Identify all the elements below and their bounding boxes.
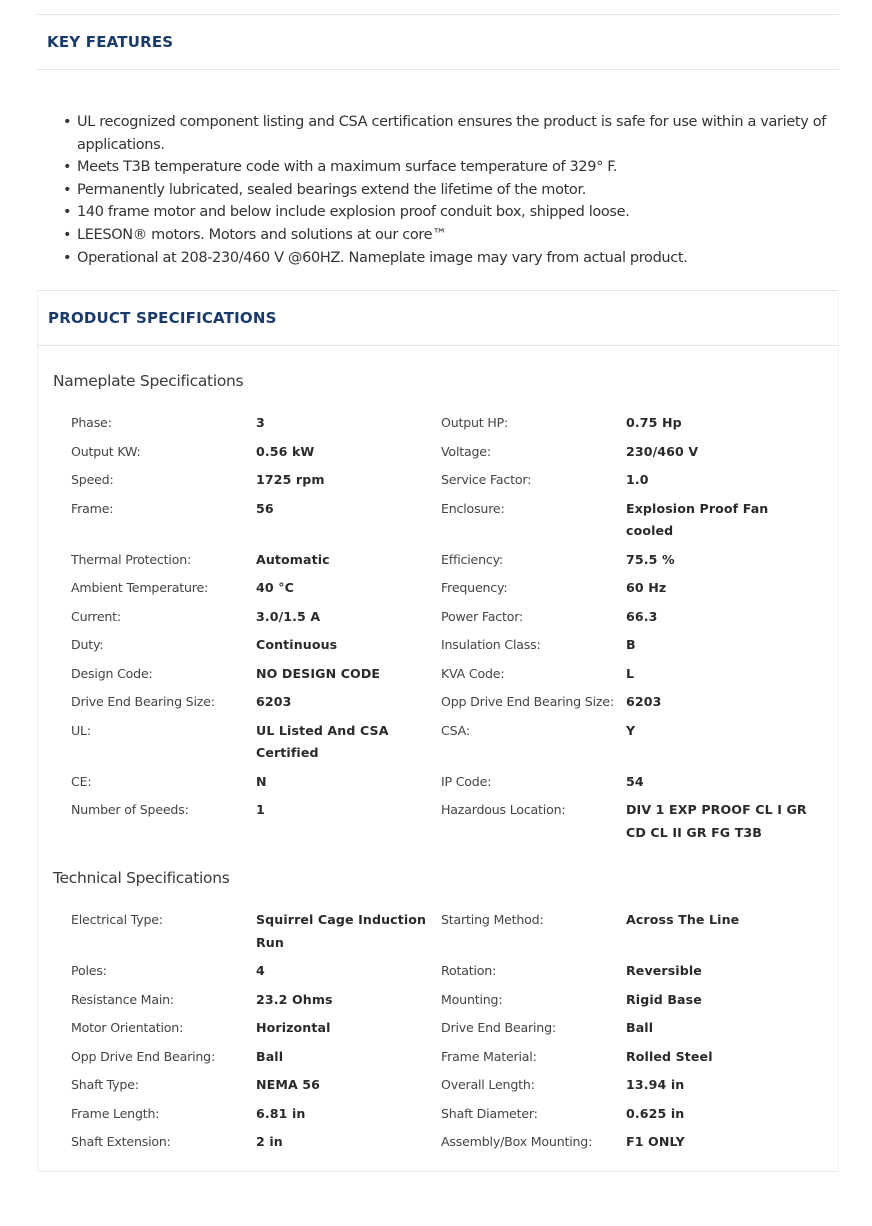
spec-value: 2 in	[256, 1134, 283, 1149]
spec-label: Mounting:	[441, 991, 503, 1007]
spec-value: 0.75 Hp	[626, 415, 682, 430]
spec-row	[71, 1131, 831, 1160]
spec-value: Across The Line	[626, 912, 740, 927]
spec-value: Ball	[626, 1020, 654, 1035]
spec-label: Opp Drive End Bearing Size:	[441, 694, 614, 709]
spec-label: Output HP:	[441, 415, 509, 430]
spec-label: CE:	[71, 773, 92, 789]
spec-label: Shaft Extension:	[71, 1134, 171, 1149]
spec-label: Motor Orientation:	[71, 1020, 184, 1035]
key-features-title: KEY FEATURES	[47, 33, 174, 51]
key-feature-item: • LEESON® motors. Motors and solutions at our core™	[56, 224, 846, 247]
spec-label: Shaft Diameter:	[441, 1105, 538, 1121]
spec-label: Design Code:	[71, 665, 153, 681]
spec-label: Frame Material:	[441, 1048, 537, 1064]
spec-value: 6203	[626, 694, 662, 709]
key-features-list	[56, 111, 846, 269]
spec-value: 0.56 kW	[256, 443, 315, 459]
spec-value: 0.625 in	[626, 1105, 685, 1121]
spec-value: Explosion Proof Fan cooled	[626, 500, 769, 539]
spec-value: B	[626, 637, 636, 652]
spec-value: L	[626, 665, 635, 681]
spec-row	[71, 989, 831, 1018]
key-feature-item: • Operational at 208-230/460 V @60HZ. Nameplate image may vary from actual product.	[56, 247, 846, 270]
key-feature-item: • UL recognized component listing and CSA certification ensures the product is safe for use within a variety of applications.	[56, 111, 846, 156]
spec-value: 1725 rpm	[256, 472, 325, 487]
spec-label: Drive End Bearing:	[441, 1020, 556, 1035]
spec-value: 13.94 in	[626, 1077, 685, 1092]
spec-value: DIV 1 EXP PROOF CL I GR CD CL II GR FG T3B	[626, 802, 807, 840]
spec-label: Thermal Protection:	[71, 551, 192, 567]
product-specifications-title: PRODUCT SPECIFICATIONS	[48, 309, 277, 327]
spec-label: KVA Code:	[441, 665, 505, 681]
spec-label: Hazardous Location:	[441, 802, 566, 817]
spec-row	[71, 469, 831, 498]
spec-label: UL:	[71, 722, 91, 738]
spec-label: CSA:	[441, 722, 470, 738]
spec-label: Output KW:	[71, 443, 141, 459]
spec-row	[71, 960, 831, 989]
spec-label: Power Factor:	[441, 608, 524, 624]
spec-row	[71, 663, 831, 692]
spec-value: 6.81 in	[256, 1105, 306, 1121]
spec-value: 54	[626, 773, 644, 789]
spec-row	[71, 771, 831, 800]
spec-value: 6203	[256, 694, 292, 709]
spec-label: Number of Speeds:	[71, 802, 189, 817]
spec-label: IP Code:	[441, 773, 492, 789]
spec-row	[71, 606, 831, 635]
spec-label: Insulation Class:	[441, 637, 541, 652]
spec-value: 66.3	[626, 608, 658, 624]
spec-value: Y	[626, 722, 636, 738]
spec-label: Poles:	[71, 963, 107, 978]
spec-row	[71, 412, 831, 441]
spec-row	[71, 909, 831, 960]
spec-value: F1 ONLY	[626, 1134, 685, 1149]
key-feature-item: • Permanently lubricated, sealed bearings extend the lifetime of the motor.	[56, 179, 846, 202]
spec-label: Drive End Bearing Size:	[71, 694, 215, 709]
spec-value: 1.0	[626, 472, 649, 487]
spec-row	[71, 1103, 831, 1132]
spec-value: Reversible	[626, 963, 702, 978]
spec-value: 56	[256, 500, 274, 516]
key-features-section	[37, 14, 839, 70]
spec-label: Voltage:	[441, 443, 491, 459]
nameplate-specifications-table	[71, 412, 831, 850]
spec-value: Continuous	[256, 637, 338, 652]
spec-row	[71, 1046, 831, 1075]
product-specifications-section	[37, 290, 839, 1172]
spec-row	[71, 549, 831, 578]
spec-label: Service Factor:	[441, 472, 532, 487]
spec-label: Assembly/Box Mounting:	[441, 1134, 593, 1149]
spec-value: Horizontal	[256, 1020, 331, 1035]
spec-label: Frame Length:	[71, 1105, 160, 1121]
spec-row	[71, 799, 831, 850]
spec-value: Squirrel Cage Induction Run	[256, 912, 427, 950]
spec-label: Electrical Type:	[71, 912, 163, 927]
spec-row	[71, 691, 831, 720]
spec-row	[71, 441, 831, 470]
spec-label: Resistance Main:	[71, 991, 174, 1007]
spec-value: Automatic	[256, 551, 330, 567]
spec-label: Speed:	[71, 472, 114, 487]
spec-row	[71, 498, 831, 549]
spec-label: Shaft Type:	[71, 1077, 139, 1092]
spec-label: Overall Length:	[441, 1077, 535, 1092]
key-feature-item: • 140 frame motor and below include explosion proof conduit box, shipped loose.	[56, 201, 846, 224]
spec-row	[71, 634, 831, 663]
spec-value: 1	[256, 802, 265, 817]
technical-specifications-table	[71, 909, 831, 1160]
key-features-header[interactable]	[37, 14, 839, 70]
spec-label: Duty:	[71, 637, 104, 652]
spec-value: Rigid Base	[626, 991, 702, 1007]
spec-value: NO DESIGN CODE	[256, 665, 381, 681]
spec-value: 75.5 %	[626, 551, 675, 567]
spec-row	[71, 577, 831, 606]
key-feature-item: • Meets T3B temperature code with a maximum surface temperature of 329° F.	[56, 156, 846, 179]
spec-label: Phase:	[71, 415, 112, 430]
spec-label: Opp Drive End Bearing:	[71, 1048, 216, 1064]
technical-specifications-heading: Technical Specifications	[53, 869, 230, 887]
spec-value: 60 Hz	[626, 580, 667, 595]
product-specifications-header[interactable]	[38, 290, 838, 346]
spec-value: 4	[256, 963, 265, 978]
spec-value: 23.2 Ohms	[256, 991, 333, 1007]
spec-label: Rotation:	[441, 963, 497, 978]
spec-value: Rolled Steel	[626, 1048, 713, 1064]
spec-label: Frame:	[71, 500, 114, 516]
spec-value: 3.0/1.5 A	[256, 608, 321, 624]
spec-label: Starting Method:	[441, 912, 544, 927]
spec-value: Ball	[256, 1048, 284, 1064]
spec-value: 230/460 V	[626, 443, 699, 459]
spec-value: UL Listed And CSA Certified	[256, 722, 389, 761]
spec-row	[71, 1017, 831, 1046]
nameplate-specifications-heading: Nameplate Specifications	[53, 372, 244, 390]
spec-value: 40 °C	[256, 580, 294, 595]
spec-label: Frequency:	[441, 580, 508, 595]
spec-row	[71, 1074, 831, 1103]
spec-value: 3	[256, 415, 265, 430]
spec-row	[71, 720, 831, 771]
spec-label: Current:	[71, 608, 121, 624]
spec-value: N	[256, 773, 267, 789]
spec-value: NEMA 56	[256, 1077, 321, 1092]
spec-label: Enclosure:	[441, 500, 505, 516]
spec-label: Ambient Temperature:	[71, 580, 209, 595]
spec-label: Efficiency:	[441, 551, 503, 567]
